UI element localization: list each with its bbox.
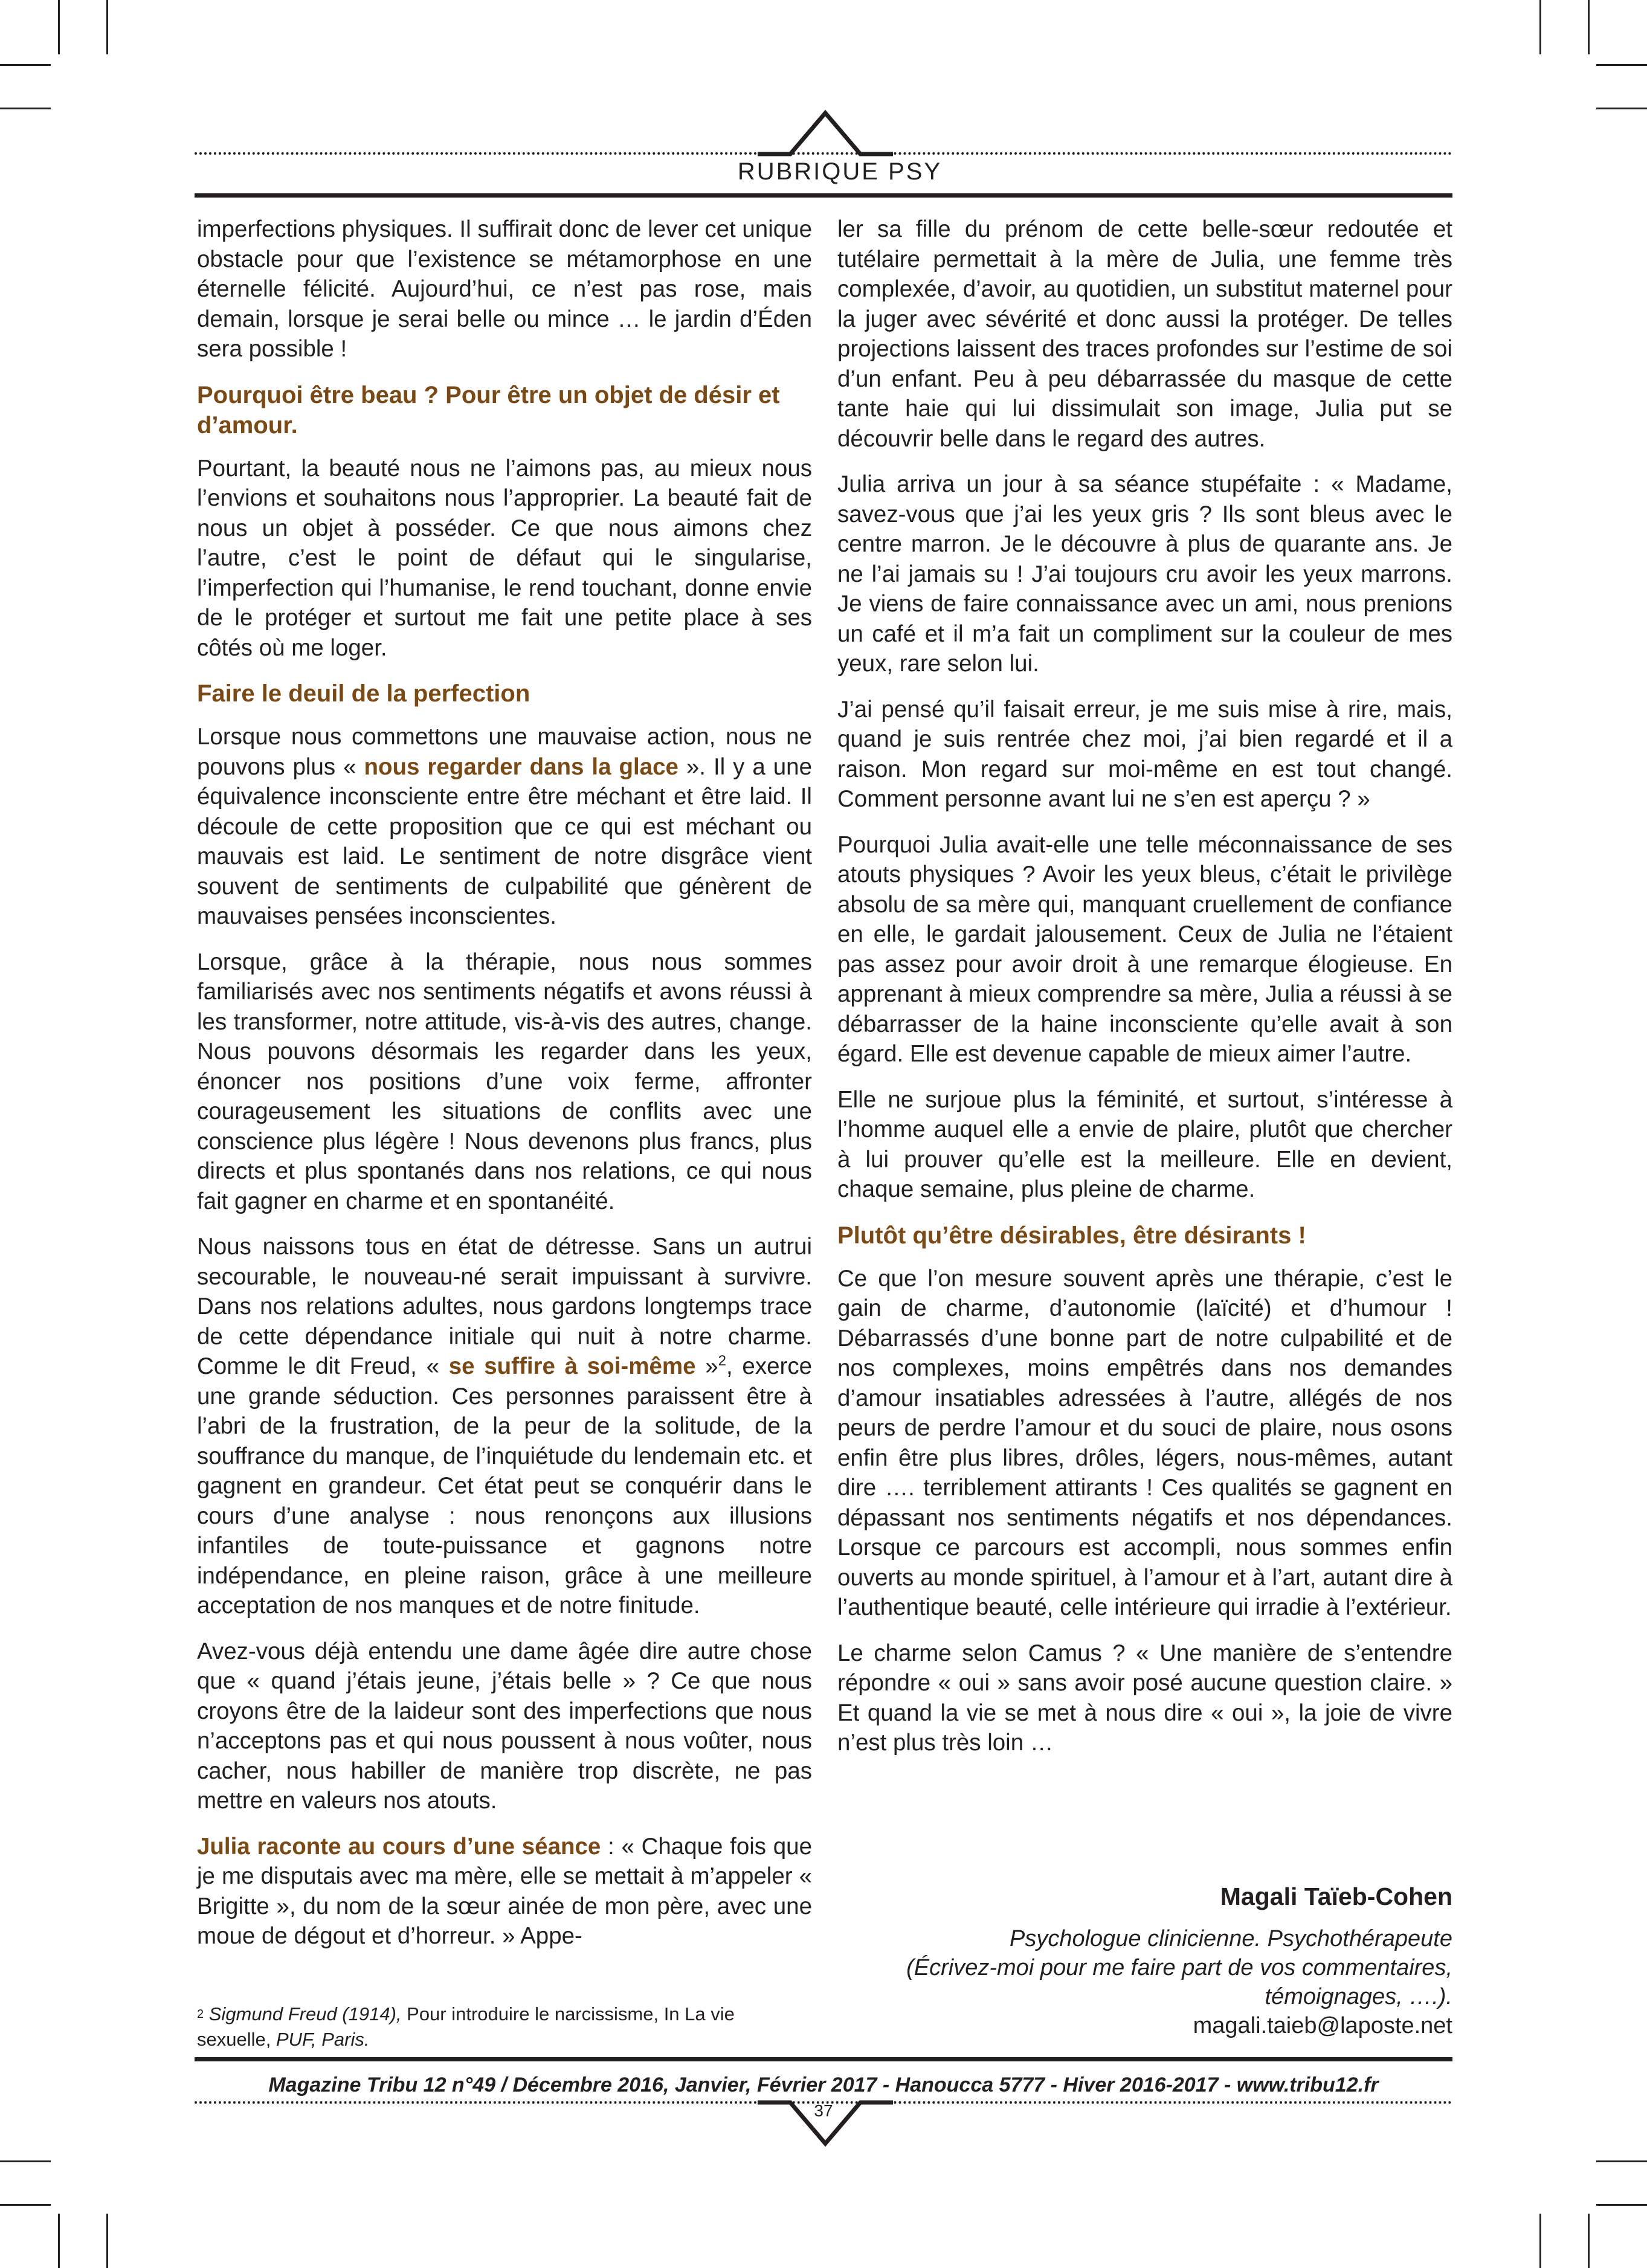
crop-mark [58, 2214, 60, 2268]
section-heading: Pourquoi être beau ? Pour être un objet de désir et d’amour. [197, 381, 780, 439]
paragraph: Pourtant, la beauté nous ne l’aimons pas, au mieux nous l’envions et souhaitons nous l’approprier. La beauté fait de nous un objet à posséder. Ce que nous aimons chez l’autre, c’est le point de défaut qui le singularise, l’imperfection qui l’humanise, le rend touchant, donne envie de le protéger et surtout me fait une petite place à ses côtés où me loger. [197, 455, 812, 661]
footer-publication-line: Magazine Tribu 12 n°49 / Décembre 2016, Janvier, Février 2017 - Hanoucca 5777 - Hiver 2016-2017 - www.tribu12.fr [268, 2073, 1379, 2096]
text-run: , exerce une grande séduction. Ces personnes paraissent être à l’abri de la frustration, de la peur de la solitude, de la souffrance du manque, de l’inquiétude du lendemain etc. et gagnent en grandeur. Cet état peut se conquérir dans le cours d’une analyse : nous renonçons aux illusions infantiles de toute-puissance et gagnons notre indépendance, en pleine raison, grâce à une meilleure acceptation de nos manques et de notre finitude. [197, 1353, 812, 1619]
left-column [197, 214, 812, 1967]
paragraph: ler sa fille du prénom de cette belle-sœur redoutée et tutélaire permettait à la mère de Julia, une femme très complexée, d’avoir, au quotidien, un substitut maternel pour la juger avec sévérité et donc aussi la protéger. De telles projections laissent des traces profondes sur l’estime de soi d’un enfant. Peu à peu débarrassée du masque de cette tante haie qui lui dissimulait son image, Julia put se découvrir belle dans le regard des autres. [837, 216, 1452, 452]
paragraph: Lorsque, grâce à la thérapie, nous nous sommes familiarisés avec nos sentiments négatifs et avons réussi à les transformer, notre attitude, vis-à-vis des autres, change. Nous pouvons désormais les regarder dans les yeux, énoncer nos positions d’une voix ferme, affronter courageusement les situations de conflits avec une conscience plus légère ! Nous devenons plus francs, plus directs et plus spontanés dans nos relations, ce qui nous fait gagner en charme et en spontanéité. [197, 949, 812, 1214]
highlight-phrase: nous regarder dans la glace [364, 753, 678, 780]
crop-mark [106, 0, 108, 54]
paragraph: imperfections physiques. Il suffirait donc de lever cet unique obstacle pour que l’existence se métamorphose en une éternelle félicité. Aujourd’hui, ce n’est pas rose, mais demain, lorsque je serai belle ou mince … le jardin d’Éden sera possible ! [197, 216, 812, 362]
crop-mark [106, 2214, 108, 2268]
section-heading: Plutôt qu’être désirables, être désirants ! [837, 1222, 1306, 1249]
crop-mark [0, 108, 51, 109]
footnote-title: Pour introduire le narcissisme, In La vie sexuelle, [197, 2003, 735, 2050]
text-run: : « Chaque fois que je me disputais avec ma mère, elle se mettait à m’appeler « Brigitte », du nom de la sœur ainée de mon père, avec une moue de dégout et d’horreur. » Appe- [197, 1833, 812, 1949]
text-run: ». Il y a une équivalence inconsciente entre être méchant et être laid. Il découle de cette proposition que ce qui est méchant ou mauvais est laid. Le sentiment de notre disgrâce vient souvent de sentiments de culpabilité que génèrent de mauvaises pensées inconscientes. [197, 753, 812, 929]
crop-mark [1596, 2204, 1647, 2206]
paragraph: Pourquoi Julia avait-elle une telle méconnaissance de ses atouts physiques ? Avoir les yeux bleus, c’était le privilège absolu de sa mère qui, manquant cruellement de confiance en elle, le gardait jalousement. Ceux de Julia ne l’étaient pas assez pour avoir droit à une remarque élogieuse. En apprenant à mieux comprendre sa mère, Julia a réussi à se débarrasser de la haine inconsciente qu’elle avait à son égard. Elle est devenue capable de mieux aimer l’autre. [837, 831, 1452, 1067]
crop-mark [1588, 2214, 1590, 2268]
crop-mark [1596, 64, 1647, 66]
crop-mark [1539, 0, 1541, 54]
footnote-number: 2 [197, 2008, 204, 2021]
paragraph [197, 1232, 812, 1621]
author-note: (Écrivez-moi pour me faire part de vos commentaires, témoignages, ….). [906, 1955, 1452, 2009]
right-column [837, 214, 1452, 1774]
author-signature [837, 1882, 1452, 2040]
text-run: Lorsque nous commettons une mauvaise action, nous ne pouvons plus « [197, 724, 812, 780]
crop-mark [1539, 2214, 1541, 2268]
paragraph: Le charme selon Camus ? « Une manière de s’entendre répondre « oui » sans avoir posé aucune question claire. » Et quand la vie se met à nous dire « oui », la joie de vivre n’est plus très loin … [837, 1640, 1452, 1756]
section-title: RUBRIQUE PSY [737, 158, 943, 185]
author-role: Psychologue clinicienne. Psychothérapeute [1009, 1926, 1452, 1951]
footer-rule [195, 2057, 1452, 2061]
crop-mark [1588, 0, 1590, 54]
crop-mark [1596, 108, 1647, 109]
header-rule [195, 193, 1452, 198]
crop-mark [58, 0, 60, 54]
paragraph: Ce que l’on mesure souvent après une thérapie, c’est le gain de charme, d’autonomie (laïcité) et d’humour ! Débarrassés d’une bonne part de notre culpabilité et de nos complexes, moins empêtrés dans nos demandes d’amour insatiables adressées à l’autre, allégés de nos peurs de perdre l’amour et du souci de plaire, nous osons enfin être plus libres, drôles, légers, nous-mêmes, autant dire …. terriblement attirants ! Ces qualités se gagnent en dépassant nos sentiments négatifs et nos dépendances. Lorsque ce parcours est accompli, nous sommes enfin ouverts au monde spirituel, à l’amour et à l’art, autant dire à l’authentique beauté, celle intérieure qui irradie à l’extérieur. [837, 1265, 1452, 1620]
paragraph: J’ai pensé qu’il faisait erreur, je me suis mise à rire, mais, quand je suis rentrée chez moi, j’ai bien regardé et il a raison. Mon regard sur moi-même en est tout changé. Comment personne avant lui ne s’en est aperçu ? » [837, 696, 1452, 812]
paragraph [197, 722, 812, 932]
author-name: Magali Taïeb-Cohen [1220, 1883, 1452, 1910]
footnote-ref: 2 [718, 1353, 727, 1370]
header-chevron-icon [753, 106, 898, 160]
section-heading: Faire le deuil de la perfection [197, 680, 530, 707]
highlight-phrase: se suffire à soi-même [448, 1353, 696, 1379]
paragraph: Elle ne surjoue plus la féminité, et surtout, s’intéresse à l’homme auquel elle a envie de plaire, plutôt que chercher à lui prouver qu’elle est la meilleure. Elle en devient, chaque semaine, plus pleine de charme. [837, 1086, 1452, 1202]
highlight-phrase: Julia raconte au cours d’une séance [197, 1833, 601, 1860]
footnote [197, 2002, 812, 2052]
footnote-publisher: PUF, Paris. [276, 2029, 370, 2050]
crop-mark [0, 2204, 51, 2206]
paragraph: Julia arriva un jour à sa séance stupéfaite : « Madame, savez-vous que j’ai les yeux gris ? Ils sont bleus avec le centre marron. Je le découvre à plus de quarante ans. Je ne l’ai jamais su ! J’ai toujours cru avoir les yeux marrons. Je viens de faire connaissance avec un ami, nous prenions un café et il m’a fait un compliment sur la couleur de mes yeux, rare selon lui. [837, 471, 1452, 677]
text-run: » [695, 1353, 718, 1379]
author-email[interactable]: magali.taieb@laposte.net [1193, 2013, 1452, 2038]
crop-mark [0, 2160, 51, 2162]
page-number: 37 [814, 2101, 833, 2120]
footnote-author: Sigmund Freud (1914), [208, 2003, 402, 2025]
paragraph: Avez-vous déjà entendu une dame âgée dire autre chose que « quand j’étais jeune, j’étais belle » ? Ce que nous croyons être de la laideur sont des imperfections que nous n’acceptons pas et qui nous poussent à nous voûter, nous cacher, nous habiller de manière trop discrète, ne pas mettre en valeurs nos atouts. [197, 1638, 812, 1814]
text-run: Nous naissons tous en état de détresse. Sans un autrui secourable, le nouveau-né serait impuissant à survivre. Dans nos relations adultes, nous gardons longtemps trace de cette dépendance initiale qui nuit à notre charme. Comme le dit Freud, « [197, 1234, 812, 1379]
paragraph [197, 1832, 812, 1951]
crop-mark [1596, 2160, 1647, 2162]
crop-mark [0, 64, 51, 66]
